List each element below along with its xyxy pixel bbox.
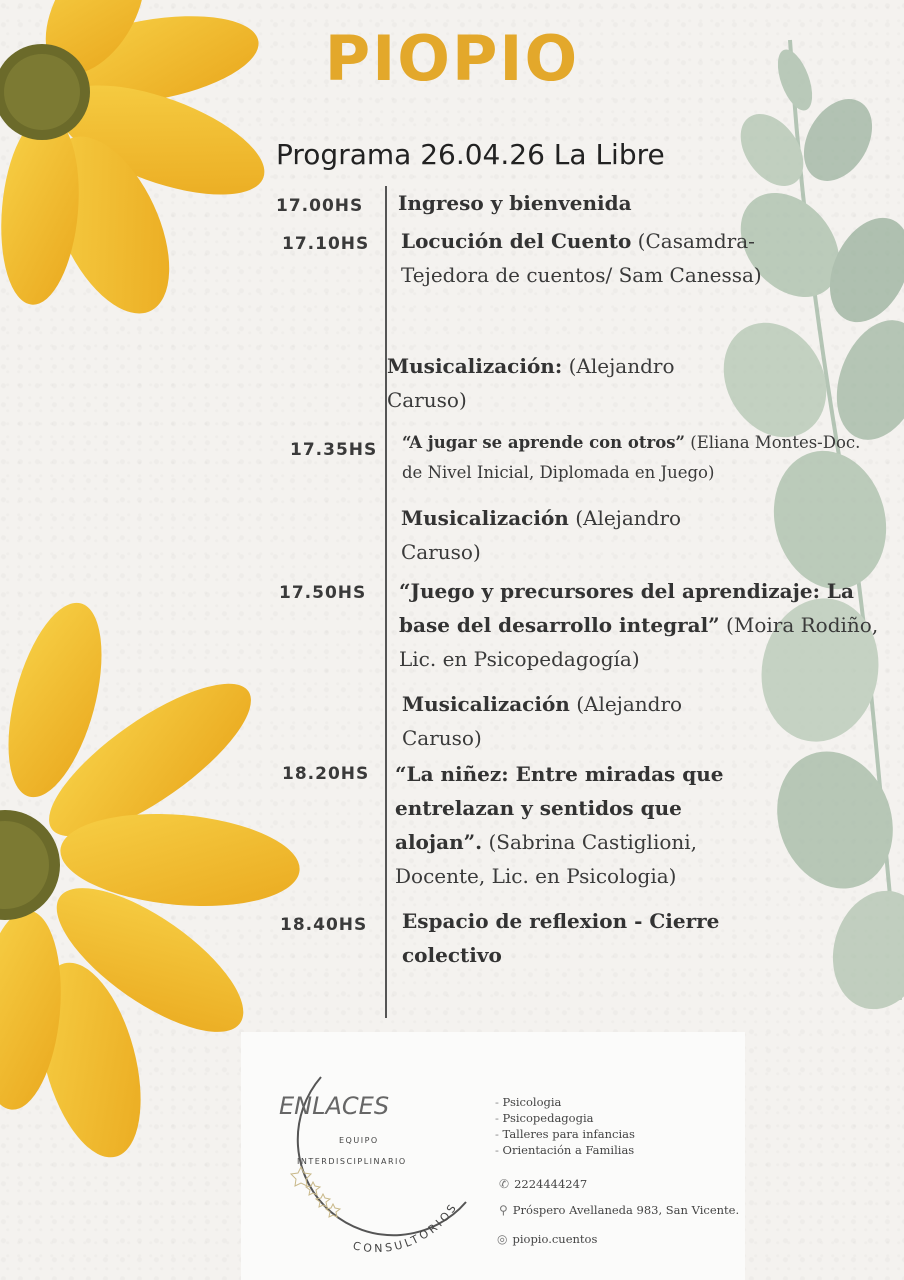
- location-pin-icon: ⚲: [499, 1203, 508, 1217]
- program-subtitle: Programa 26.04.26 La Libre: [276, 138, 665, 171]
- service-item: - Talleres para infancias: [495, 1126, 635, 1142]
- instagram-handle[interactable]: piopio.cuentos: [512, 1232, 598, 1246]
- time-slot: 17.35HS: [290, 440, 378, 460]
- time-slot: 17.10HS: [282, 234, 370, 254]
- svg-text:ENLACES: ENLACES: [279, 1092, 390, 1120]
- entry-detail: (Alejandro Caruso): [401, 506, 682, 564]
- schedule-entry: [399, 574, 879, 676]
- entry-title: “Juego y precursores del aprendizaje: La base del desarrollo integral”: [399, 579, 854, 637]
- entry-detail: (Moira Rodiño, Lic. en Psicopedagogía): [399, 613, 879, 671]
- svg-text:EQUIPO: EQUIPO: [339, 1136, 379, 1145]
- entry-detail: (Casamdra-Tejedora de cuentos/ Sam Canessa): [401, 229, 762, 287]
- entry-title: Ingreso y bienvenida: [398, 191, 632, 215]
- schedule-entry: [402, 904, 782, 972]
- entry-detail: (Alejandro Caruso): [387, 354, 675, 412]
- entry-detail: (Eliana Montes-Doc. de Nivel Inicial, Diplomada en Juego): [402, 433, 861, 482]
- service-item: - Psicologia: [495, 1094, 635, 1110]
- schedule-entry: [387, 349, 727, 417]
- entry-title: Musicalización: [402, 692, 570, 716]
- entry-title: Musicalización:: [387, 354, 563, 378]
- service-item: - Psicopedagogia: [495, 1110, 635, 1126]
- address-contact: [499, 1203, 739, 1217]
- schedule-entry: [398, 186, 778, 220]
- time-slot: 18.40HS: [280, 915, 368, 935]
- svg-text:CONSULTORIOS: CONSULTORIOS: [351, 1199, 461, 1256]
- entry-title: “A jugar se aprende con otros”: [402, 433, 686, 452]
- page-title: PIOPIO: [324, 22, 580, 95]
- schedule-entry: [402, 428, 882, 488]
- entry-title: Musicalización: [401, 506, 569, 530]
- entry-title: Locución del Cuento: [401, 229, 632, 253]
- footer-card: [241, 1032, 745, 1280]
- schedule-entry: [401, 224, 801, 292]
- entry-title: “La niñez: Entre miradas que entrelazan y sentidos que alojan”.: [395, 762, 724, 854]
- timeline-divider: [385, 186, 387, 1018]
- schedule-entry: [401, 501, 741, 569]
- services-list: [495, 1094, 635, 1158]
- entry-detail: (Alejandro Caruso): [402, 692, 683, 750]
- phone-icon: ✆: [499, 1177, 510, 1191]
- time-slot: 17.50HS: [279, 583, 367, 603]
- instagram-contact[interactable]: [497, 1232, 597, 1246]
- time-slot: 17.00HS: [276, 196, 364, 216]
- entry-title: Espacio de reflexion - Cierre colectivo: [402, 909, 720, 967]
- address-text: Próspero Avellaneda 983, San Vicente.: [512, 1203, 740, 1217]
- schedule-entry: [402, 687, 742, 755]
- enlaces-logo: [261, 1042, 501, 1272]
- svg-text:INTERDISCIPLINARIO: INTERDISCIPLINARIO: [297, 1157, 407, 1166]
- entry-detail: (Sabrina Castiglioni, Docente, Lic. en Psicologia): [395, 830, 698, 888]
- phone-contact: [499, 1177, 587, 1191]
- stars-icon: [291, 1167, 340, 1217]
- phone-number: 2224444247: [514, 1177, 588, 1191]
- instagram-icon: ◎: [497, 1232, 508, 1246]
- schedule-entry: [395, 757, 775, 893]
- service-item: - Orientación a Familias: [495, 1142, 635, 1158]
- time-slot: 18.20HS: [282, 764, 370, 784]
